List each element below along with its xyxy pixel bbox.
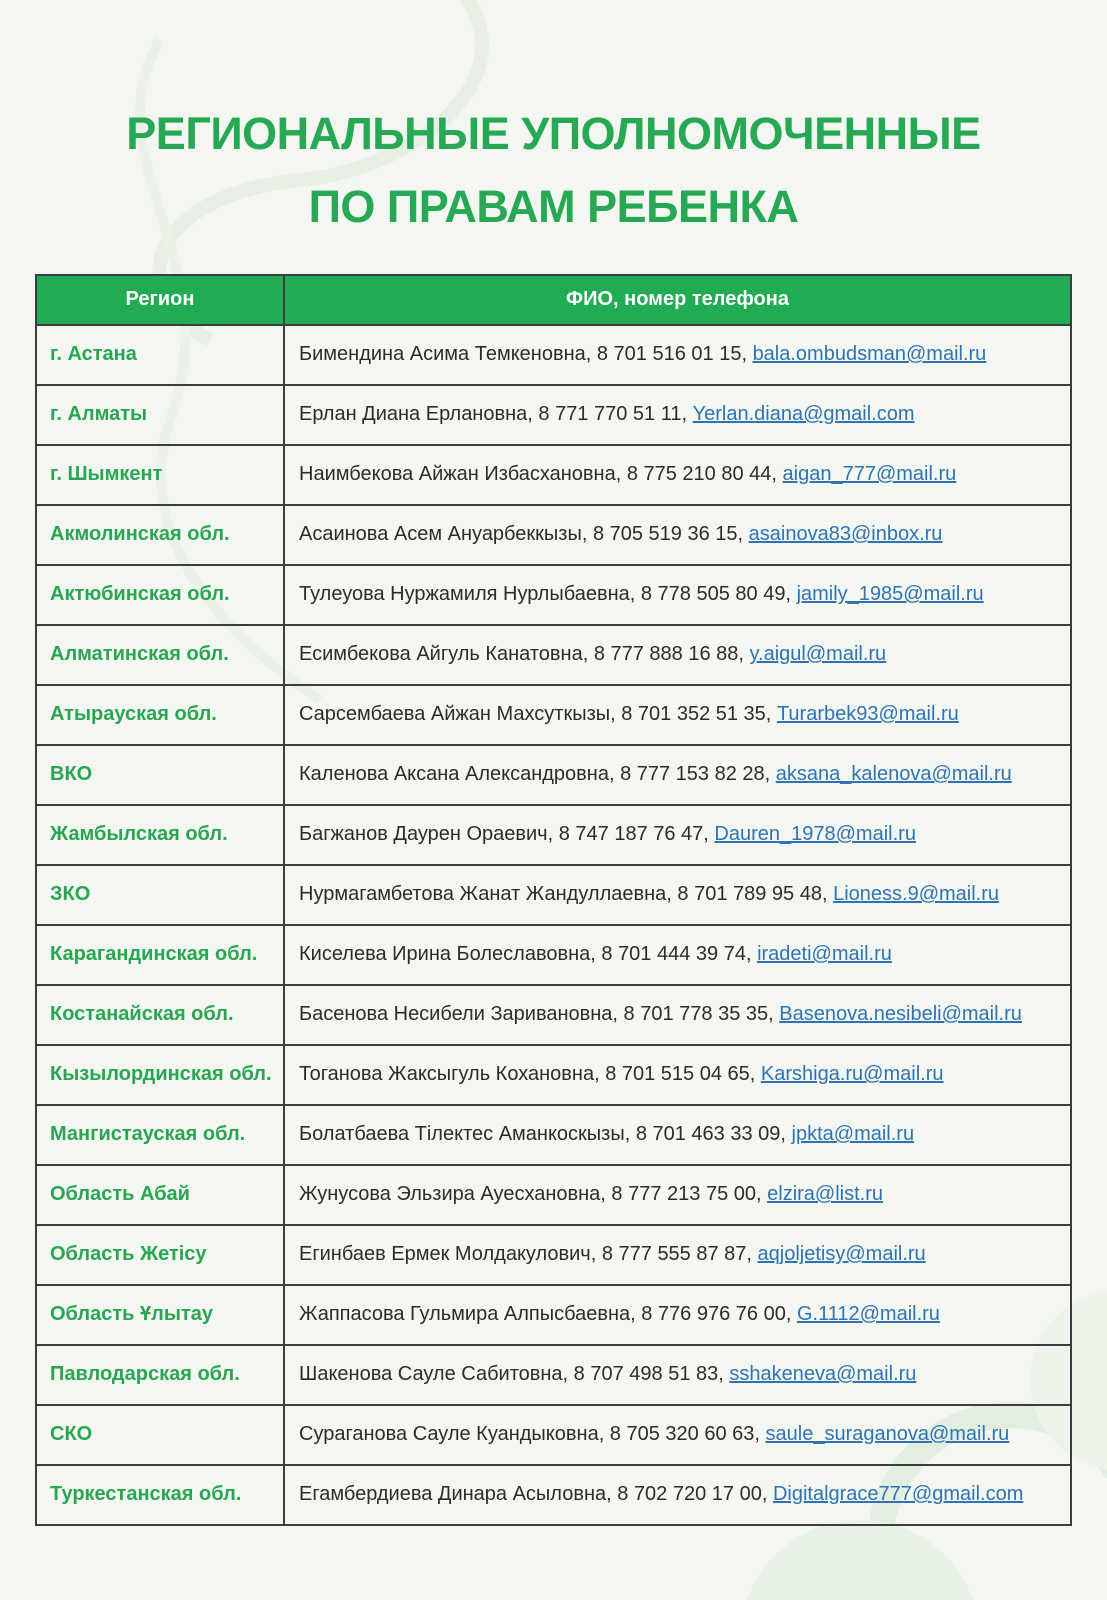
contact-name-phone: Егамбердиева Динара Асыловна, 8 702 720 17 00, — [299, 1483, 768, 1506]
contact-name-phone: Тоганова Жаксыгуль Кохановна, 8 701 515 04 65, — [299, 1063, 756, 1086]
contact-cell — [284, 985, 1071, 1045]
contact-name-phone: Жунусова Эльзира Ауесхановна, 8 777 213 75 00, — [299, 1183, 762, 1206]
email-link[interactable]: Digitalgrace777@gmail.com — [772, 1483, 1024, 1506]
contact-name-phone: Сарсембаева Айжан Махсуткызы, 8 701 352 51 35, — [299, 703, 772, 726]
email-link[interactable]: G.1112@mail.ru — [796, 1303, 940, 1326]
email-link[interactable]: asainova83@inbox.ru — [748, 523, 943, 546]
contact-name-phone: Есимбекова Айгуль Канатовна, 8 777 888 16 88, — [299, 643, 744, 666]
table-row — [36, 925, 1071, 985]
table-header-row — [36, 275, 1071, 325]
region-cell: Карагандинская обл. — [36, 925, 284, 985]
table-row — [36, 1165, 1071, 1225]
region-cell: Костанайская обл. — [36, 985, 284, 1045]
contact-cell — [284, 1405, 1071, 1465]
contact-cell — [284, 865, 1071, 925]
contact-name-phone: Каленова Аксана Александровна, 8 777 153 82 28, — [299, 763, 771, 786]
region-cell: Кызылординская обл. — [36, 1045, 284, 1105]
contact-name-phone: Нурмагамбетова Жанат Жандуллаевна, 8 701 789 95 48, — [299, 883, 828, 906]
table-row — [36, 1225, 1071, 1285]
table-row — [36, 1045, 1071, 1105]
table-row — [36, 1465, 1071, 1525]
table-row — [36, 445, 1071, 505]
table-row — [36, 625, 1071, 685]
region-cell: ВКО — [36, 745, 284, 805]
column-header-contact: ФИО, номер телефона — [284, 275, 1071, 325]
contact-name-phone: Асаинова Асем Ануарбеккызы, 8 705 519 36 15, — [299, 523, 744, 546]
contact-name-phone: Егинбаев Ермек Молдакулович, 8 777 555 87 87, — [299, 1243, 752, 1266]
table-row — [36, 745, 1071, 805]
contact-cell — [284, 445, 1071, 505]
contact-name-phone: Басенова Несибели Заривановна, 8 701 778 35 35, — [299, 1003, 774, 1026]
email-link[interactable]: jpkta@mail.ru — [791, 1123, 915, 1146]
contact-name-phone: Ерлан Диана Ерлановна, 8 771 770 51 11, — [299, 403, 688, 426]
table-row — [36, 805, 1071, 865]
contact-cell — [284, 745, 1071, 805]
email-link[interactable]: iradeti@mail.ru — [757, 943, 892, 966]
table-row — [36, 865, 1071, 925]
table-row — [36, 565, 1071, 625]
contact-cell — [284, 385, 1071, 445]
contact-cell — [284, 1465, 1071, 1525]
contact-cell — [284, 505, 1071, 565]
contact-cell — [284, 325, 1071, 385]
email-link[interactable]: Lioness.9@mail.ru — [833, 883, 1000, 906]
contact-name-phone: Тулеуова Нуржамиля Нурлыбаевна, 8 778 505 80 49, — [299, 583, 791, 606]
region-cell: г. Алматы — [36, 385, 284, 445]
email-link[interactable]: Basenova.nesibeli@mail.ru — [779, 1003, 1022, 1026]
email-link[interactable]: saule_suraganova@mail.ru — [765, 1423, 1010, 1446]
contact-cell — [284, 925, 1071, 985]
region-cell: Алматинская обл. — [36, 625, 284, 685]
region-cell: Мангистауская обл. — [36, 1105, 284, 1165]
table-row — [36, 1345, 1071, 1405]
region-cell: Область Жетісу — [36, 1225, 284, 1285]
contact-cell — [284, 805, 1071, 865]
region-cell: г. Астана — [36, 325, 284, 385]
page-title — [0, 0, 1107, 244]
column-header-region: Регион — [36, 275, 284, 325]
region-cell: Область Ұлытау — [36, 1285, 284, 1345]
table-row — [36, 1405, 1071, 1465]
contact-cell — [284, 1345, 1071, 1405]
email-link[interactable]: aqjoljetisy@mail.ru — [757, 1243, 926, 1266]
email-link[interactable]: aksana_kalenova@mail.ru — [775, 763, 1012, 786]
region-cell: Актюбинская обл. — [36, 565, 284, 625]
email-link[interactable]: Turarbek93@mail.ru — [776, 703, 959, 726]
contact-cell — [284, 1105, 1071, 1165]
region-cell: ЗКО — [36, 865, 284, 925]
region-cell: г. Шымкент — [36, 445, 284, 505]
region-cell: Жамбылская обл. — [36, 805, 284, 865]
contact-name-phone: Багжанов Даурен Ораевич, 8 747 187 76 47, — [299, 823, 709, 846]
region-cell: Павлодарская обл. — [36, 1345, 284, 1405]
contact-cell — [284, 1285, 1071, 1345]
contact-name-phone: Наимбекова Айжан Избасхановна, 8 775 210 80 44, — [299, 463, 777, 486]
page-title-line1: РЕГИОНАЛЬНЫЕ УПОЛНОМОЧЕННЫЕ — [126, 108, 981, 159]
contact-name-phone: Болатбаева Тілектес Аманкоскызы, 8 701 463 33 09, — [299, 1123, 786, 1146]
contact-cell — [284, 625, 1071, 685]
email-link[interactable]: Yerlan.diana@gmail.com — [692, 403, 915, 426]
region-cell: Область Абай — [36, 1165, 284, 1225]
email-link[interactable]: sshakeneva@mail.ru — [729, 1363, 917, 1386]
table-row — [36, 325, 1071, 385]
contact-cell — [284, 685, 1071, 745]
email-link[interactable]: jamily_1985@mail.ru — [796, 583, 984, 606]
region-cell: Атырауская обл. — [36, 685, 284, 745]
email-link[interactable]: elzira@list.ru — [767, 1183, 884, 1206]
table-row — [36, 1285, 1071, 1345]
email-link[interactable]: y.aigul@mail.ru — [749, 643, 887, 666]
contact-name-phone: Киселева Ирина Болеславовна, 8 701 444 39 74, — [299, 943, 752, 966]
table-row — [36, 1105, 1071, 1165]
table-row — [36, 985, 1071, 1045]
contact-name-phone: Шакенова Сауле Сабитовна, 8 707 498 51 83, — [299, 1363, 724, 1386]
contact-cell — [284, 565, 1071, 625]
contact-name-phone: Бимендина Асима Темкеновна, 8 701 516 01 15, — [299, 343, 747, 366]
table-row — [36, 505, 1071, 565]
email-link[interactable]: bala.ombudsman@mail.ru — [752, 343, 987, 366]
contact-cell — [284, 1045, 1071, 1105]
contact-name-phone: Жаппасова Гульмира Алпысбаевна, 8 776 976 76 00, — [299, 1303, 792, 1326]
contact-cell — [284, 1165, 1071, 1225]
table-row — [36, 685, 1071, 745]
table-row — [36, 385, 1071, 445]
region-cell: СКО — [36, 1405, 284, 1465]
contact-name-phone: Сураганова Сауле Куандыковна, 8 705 320 60 63, — [299, 1423, 760, 1446]
contact-cell — [284, 1225, 1071, 1285]
region-cell: Туркестанская обл. — [36, 1465, 284, 1525]
email-link[interactable]: aigan_777@mail.ru — [782, 463, 957, 486]
contacts-table — [35, 274, 1072, 1526]
email-link[interactable]: Karshiga.ru@mail.ru — [760, 1063, 944, 1086]
email-link[interactable]: Dauren_1978@mail.ru — [714, 823, 916, 846]
page-title-line2: ПО ПРАВАМ РЕБЕНКА — [308, 180, 799, 232]
region-cell: Акмолинская обл. — [36, 505, 284, 565]
